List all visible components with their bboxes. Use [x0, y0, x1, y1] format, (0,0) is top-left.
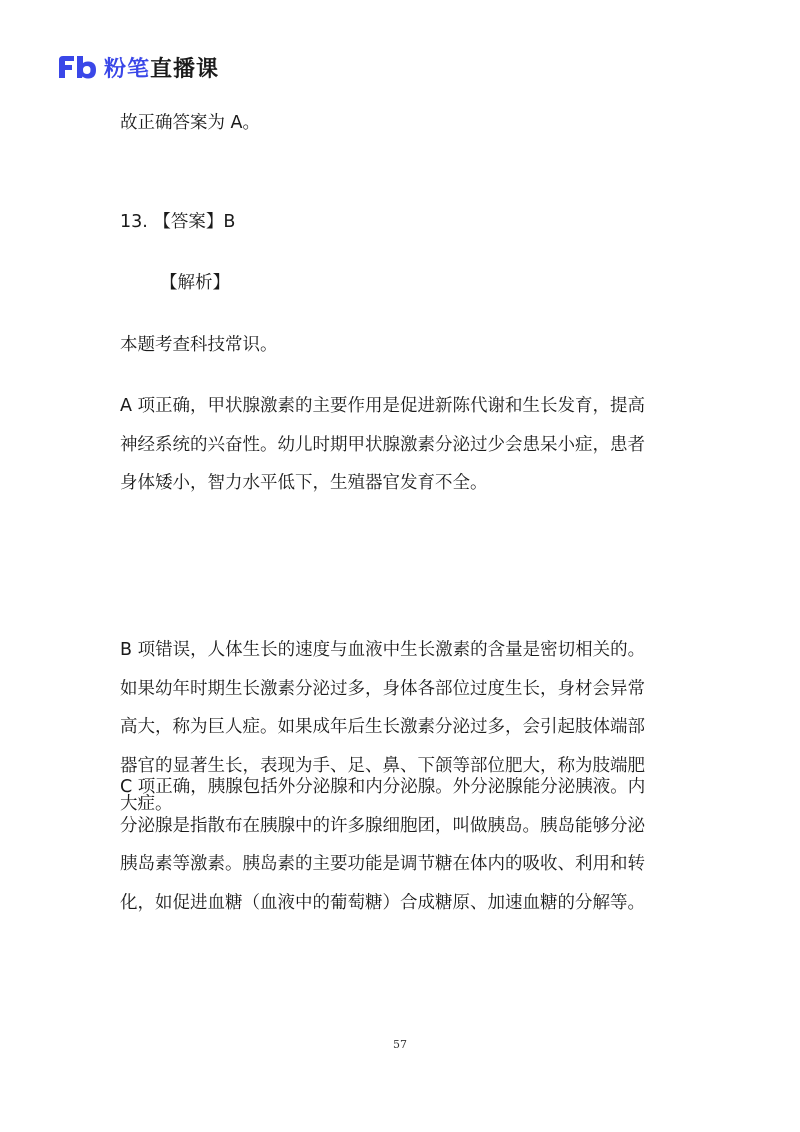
paragraph-line: 高大，称为巨人症。如果成年后生长激素分泌过多，会引起肢体端部 — [120, 717, 645, 737]
conclusion-text: 故正确答案为 A。 — [120, 113, 261, 133]
paragraph-line: A 项正确，甲状腺激素的主要作用是促进新陈代谢和生长发育，提高 — [120, 396, 646, 416]
paragraph-line: 分泌腺是指散布在胰腺中的许多腺细胞团，叫做胰岛。胰岛能够分泌 — [120, 815, 645, 836]
analysis-label — [160, 264, 230, 302]
paragraph-line: 化，如促进血糖（血液中的葡萄糖）合成糖原、加速血糖的分解等。 — [120, 892, 645, 913]
option-a-paragraph — [120, 387, 645, 503]
brand-suffix: 直播课 — [150, 56, 220, 82]
intro-text: 本题考查科技常识。 — [120, 335, 278, 355]
conclusion-paragraph — [120, 104, 260, 142]
answer-text: 13. 【答案】B — [120, 212, 236, 232]
paragraph-line: B 项错误，人体生长的速度与血液中生长激素的含量是密切相关的。 — [120, 640, 646, 660]
paragraph-line: 如果幼年时期生长激素分泌过多，身体各部位过度生长，身材会异常 — [120, 678, 645, 699]
brand-name: 粉笔 — [104, 56, 151, 82]
paragraph-line: 胰岛素等激素。胰岛素的主要功能是调节糖在体内的吸收、利用和转 — [120, 854, 645, 874]
answer-heading — [120, 203, 235, 241]
analysis-text: 【解析】 — [160, 273, 230, 293]
paragraph-line: 器官的显著生长，表现为手、足、鼻、下颌等部位肥大，称为肢端肥 — [120, 755, 645, 776]
paragraph-line: C 项正确，胰腺包括外分泌腺和内分泌腺。外分泌腺能分泌胰液。内 — [120, 777, 646, 797]
fb-logo-icon — [56, 52, 100, 82]
header-logo — [56, 50, 219, 84]
paragraph-line: 大症。 — [120, 794, 173, 814]
intro-paragraph — [120, 326, 278, 364]
paragraph-line: 神经系统的兴奋性。幼儿时期甲状腺激素分泌过少会患呆小症，患者 — [120, 434, 645, 455]
page-number: 57 — [393, 1038, 407, 1051]
paragraph-line: 身体矮小，智力水平低下，生殖器官发育不全。 — [120, 473, 488, 493]
option-c-paragraph — [120, 768, 645, 922]
